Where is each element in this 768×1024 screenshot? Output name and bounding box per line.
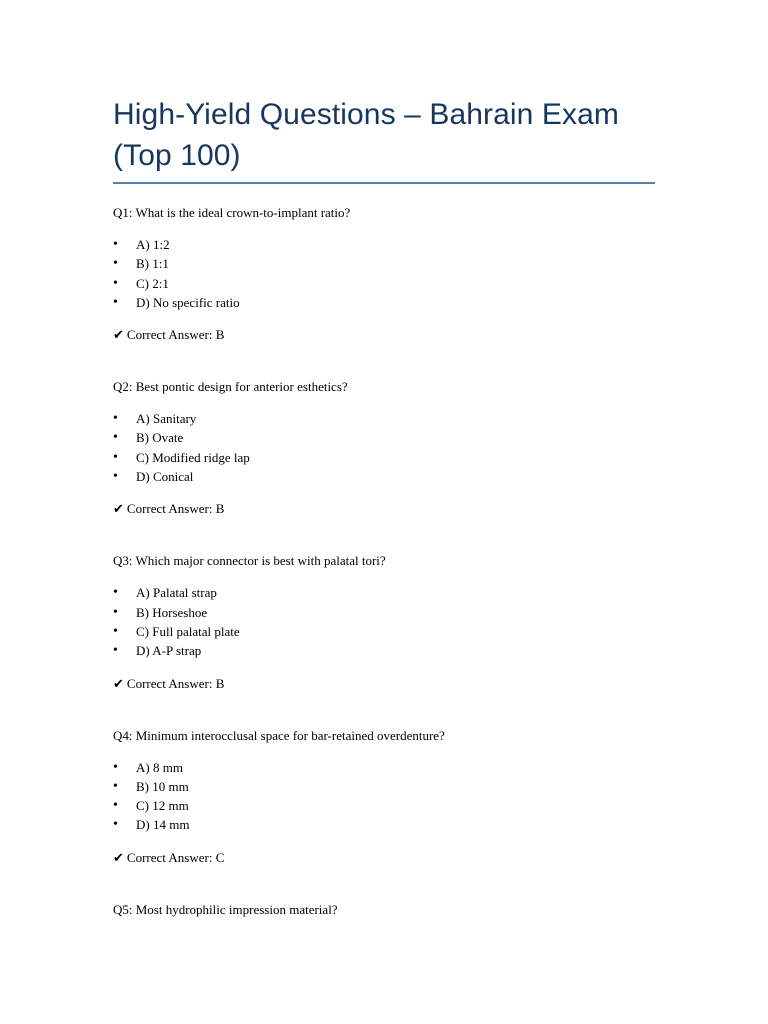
question-text: Q4: Minimum interocclusal space for bar-retained overdenture? xyxy=(113,727,445,743)
option-item xyxy=(113,467,655,486)
option-list xyxy=(113,583,655,660)
correct-answer xyxy=(113,325,655,344)
document-page xyxy=(113,94,655,919)
bullet-icon: • xyxy=(113,778,118,794)
option-label: C) Modified ridge lap xyxy=(136,449,250,465)
option-list xyxy=(113,235,655,312)
bullet-icon: • xyxy=(113,449,118,465)
option-label: B) Horseshoe xyxy=(136,604,208,620)
option-item xyxy=(113,254,655,273)
option-label: D) A-P strap xyxy=(136,643,202,659)
question-block-1 xyxy=(113,203,655,344)
question-block-5 xyxy=(113,900,655,919)
option-label: C) 2:1 xyxy=(136,275,169,291)
document-title: High-Yield Questions – Bahrain Exam (Top 100) xyxy=(113,98,619,172)
bullet-icon: • xyxy=(113,585,118,601)
option-label: D) No specific ratio xyxy=(136,294,240,310)
checkmark-icon: ✔ xyxy=(113,327,124,343)
question-text: Q2: Best pontic design for anterior esthetics? xyxy=(113,379,348,395)
option-label: D) 14 mm xyxy=(136,817,190,833)
option-item xyxy=(113,758,655,777)
bullet-icon: • xyxy=(113,643,118,659)
option-item xyxy=(113,448,655,467)
bullet-icon: • xyxy=(113,604,118,620)
answer-text: Correct Answer: B xyxy=(126,501,225,517)
option-item xyxy=(113,603,655,622)
option-item xyxy=(113,777,655,796)
option-label: C) 12 mm xyxy=(136,798,189,814)
bullet-icon: • xyxy=(113,275,118,291)
option-item xyxy=(113,428,655,447)
option-label: B) 10 mm xyxy=(136,778,189,794)
option-item xyxy=(113,293,655,312)
option-item xyxy=(113,583,655,602)
title-divider xyxy=(113,182,655,184)
option-item xyxy=(113,274,655,293)
option-item xyxy=(113,641,655,660)
option-item xyxy=(113,622,655,641)
option-item xyxy=(113,235,655,254)
bullet-icon: • xyxy=(113,798,118,814)
correct-answer xyxy=(113,848,655,867)
question-block-4 xyxy=(113,726,655,867)
option-label: C) Full palatal plate xyxy=(136,623,240,639)
option-list xyxy=(113,758,655,835)
question-text: Q1: What is the ideal crown-to-implant ratio? xyxy=(113,205,351,220)
option-list xyxy=(113,409,655,486)
question-text: Q5: Most hydrophilic impression material? xyxy=(113,901,338,917)
option-label: B) Ovate xyxy=(136,430,184,446)
checkmark-icon: ✔ xyxy=(113,501,124,517)
question-block-3 xyxy=(113,551,655,692)
answer-text: Correct Answer: C xyxy=(126,849,225,865)
checkmark-icon: ✔ xyxy=(113,675,124,691)
bullet-icon: • xyxy=(113,817,118,833)
option-item xyxy=(113,409,655,428)
bullet-icon: • xyxy=(113,237,118,252)
bullet-icon: • xyxy=(113,411,118,427)
question-block-2 xyxy=(113,377,655,518)
bullet-icon: • xyxy=(113,294,118,310)
question-list xyxy=(113,203,655,919)
checkmark-icon: ✔ xyxy=(113,849,124,865)
bullet-icon: • xyxy=(113,469,118,485)
answer-text: Correct Answer: B xyxy=(126,675,225,691)
bullet-icon: • xyxy=(113,623,118,639)
bullet-icon: • xyxy=(113,256,118,272)
option-label: A) Sanitary xyxy=(136,411,197,427)
option-label: A) 8 mm xyxy=(136,759,183,775)
bullet-icon: • xyxy=(113,430,118,446)
correct-answer xyxy=(113,499,655,518)
option-label: A) 1:2 xyxy=(136,237,170,252)
question-text: Q3: Which major connector is best with palatal tori? xyxy=(113,553,386,569)
option-label: A) Palatal strap xyxy=(136,585,217,601)
option-item xyxy=(113,796,655,815)
option-label: D) Conical xyxy=(136,469,194,485)
answer-text: Correct Answer: B xyxy=(126,327,225,343)
bullet-icon: • xyxy=(113,759,118,775)
option-item xyxy=(113,815,655,834)
option-label: B) 1:1 xyxy=(136,256,169,272)
correct-answer xyxy=(113,674,655,693)
